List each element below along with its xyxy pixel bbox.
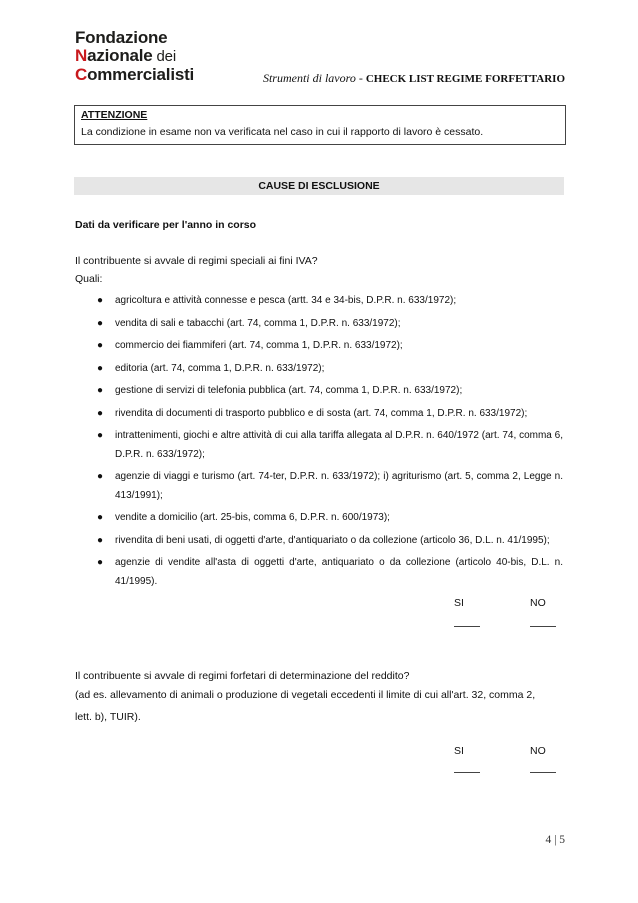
bullet-icon: ● — [97, 471, 104, 482]
logo-accent-n: N — [75, 46, 88, 65]
bullet-icon: ● — [97, 430, 104, 441]
list-item — [75, 468, 563, 505]
subheading: Dati da verificare per l'anno in corso — [75, 219, 257, 231]
list-item — [75, 337, 563, 356]
question-2-no-answer-line[interactable] — [530, 772, 556, 773]
bullet-icon: ● — [97, 317, 104, 329]
list-item — [75, 427, 563, 464]
logo-text-commercialisti: ommercialisti — [87, 65, 195, 84]
attention-box — [74, 105, 566, 145]
list-item — [75, 554, 563, 591]
list-item-text: rivendita di beni usati, di oggetti d'arte, d'antiquariato o da collezione (articolo 36, D.L. n. 41/1995); — [115, 534, 550, 546]
attention-text: La condizione in esame non va verificata nel caso in cui il rapporto di lavoro è cessato. — [81, 126, 484, 138]
bullet-icon: ● — [97, 407, 104, 419]
list-item — [75, 509, 563, 528]
bullet-icon: ● — [97, 340, 104, 351]
list-item-text: agenzie di vendite all'asta di oggetti d'arte, antiquariato o da collezione (articolo 40-bis, D.L. n. 41/1995). — [115, 557, 563, 587]
list-item-text: rivendita di documenti di trasporto pubblico e di sosta (art. 74, comma 1, D.P.R. n. 633/1972); — [115, 407, 528, 419]
list-item-text: vendita di sali e tabacchi (art. 74, comma 1, D.P.R. n. 633/1972); — [115, 317, 401, 329]
list-item — [75, 382, 563, 401]
bullet-icon: ● — [97, 362, 104, 374]
question-2-si-answer-line[interactable] — [454, 772, 480, 773]
logo-text-dei: dei — [152, 48, 176, 65]
list-item-text: gestione di servizi di telefonia pubblica (art. 74, comma 1, D.P.R. n. 633/1972); — [115, 385, 463, 396]
list-item — [75, 360, 563, 379]
list-item — [75, 405, 563, 424]
question-2-text: Il contribuente si avvale di regimi forfetari di determinazione del reddito? — [75, 670, 410, 682]
question-1-quali: Quali: — [75, 273, 103, 285]
list-item — [75, 292, 563, 311]
special-regimes-list — [75, 292, 563, 595]
logo-line-1: Fondazione — [75, 28, 168, 47]
bullet-icon: ● — [97, 534, 104, 546]
header-tool: Strumenti di lavoro — [262, 71, 356, 85]
question-1-text: Il contribuente si avvale di regimi speciali ai fini IVA? — [75, 255, 318, 267]
question-2-note-line-2: lett. b), TUIR). — [75, 711, 141, 723]
question-1-no-answer-line[interactable] — [530, 626, 556, 627]
logo-text-nazionale: azionale — [87, 46, 153, 65]
attention-title: ATTENZIONE — [81, 109, 148, 121]
list-item-text: vendite a domicilio (art. 25-bis, comma 6, D.P.R. n. 600/1973); — [115, 512, 390, 523]
list-item-text: editoria (art. 74, comma 1, D.P.R. n. 633/1972); — [115, 362, 325, 374]
bullet-icon: ● — [97, 512, 104, 523]
list-item-text: agricoltura e attività connesse e pesca (artt. 34 e 34-bis, D.P.R. n. 633/1972); — [115, 295, 457, 306]
question-2-si-label: SI — [454, 745, 464, 757]
question-2-note-line-1: (ad es. allevamento di animali o produzione di vegetali eccedenti il limite di cui all'art. 32, comma 2, — [75, 689, 536, 701]
bullet-icon: ● — [97, 557, 104, 568]
list-item-text: commercio dei fiammiferi (art. 74, comma 1, D.P.R. n. 633/1972); — [115, 340, 403, 351]
logo-accent-c: C — [75, 65, 88, 84]
bullet-icon: ● — [97, 295, 104, 306]
question-2-no-label: NO — [530, 745, 546, 757]
question-1-si-label: SI — [454, 597, 464, 609]
list-item — [75, 532, 563, 551]
question-1-si-answer-line[interactable] — [454, 626, 480, 627]
list-item — [75, 315, 563, 334]
list-item-text: agenzie di viaggi e turismo (art. 74-ter, D.P.R. n. 633/1972); i) agriturismo (art. 5, comma 2, Legge n. 413/1991); — [115, 471, 563, 501]
page-number: 4 | 5 — [545, 834, 565, 846]
bullet-icon: ● — [97, 385, 104, 396]
header-separator: - — [355, 71, 366, 85]
logo-line-2 — [75, 47, 200, 66]
document-header — [0, 71, 565, 86]
header-check-title: CHECK LIST REGIME FORFETTARIO — [365, 73, 565, 85]
list-item-text: intrattenimenti, giochi e altre attività di cui alla tariffa allegata al D.P.R. n. 640/1972 (art. 74, comma 6, D.P.R. n. 633/1972); — [115, 430, 563, 460]
question-1-no-label: NO — [530, 597, 546, 609]
section-title: CAUSE DI ESCLUSIONE — [74, 177, 564, 195]
